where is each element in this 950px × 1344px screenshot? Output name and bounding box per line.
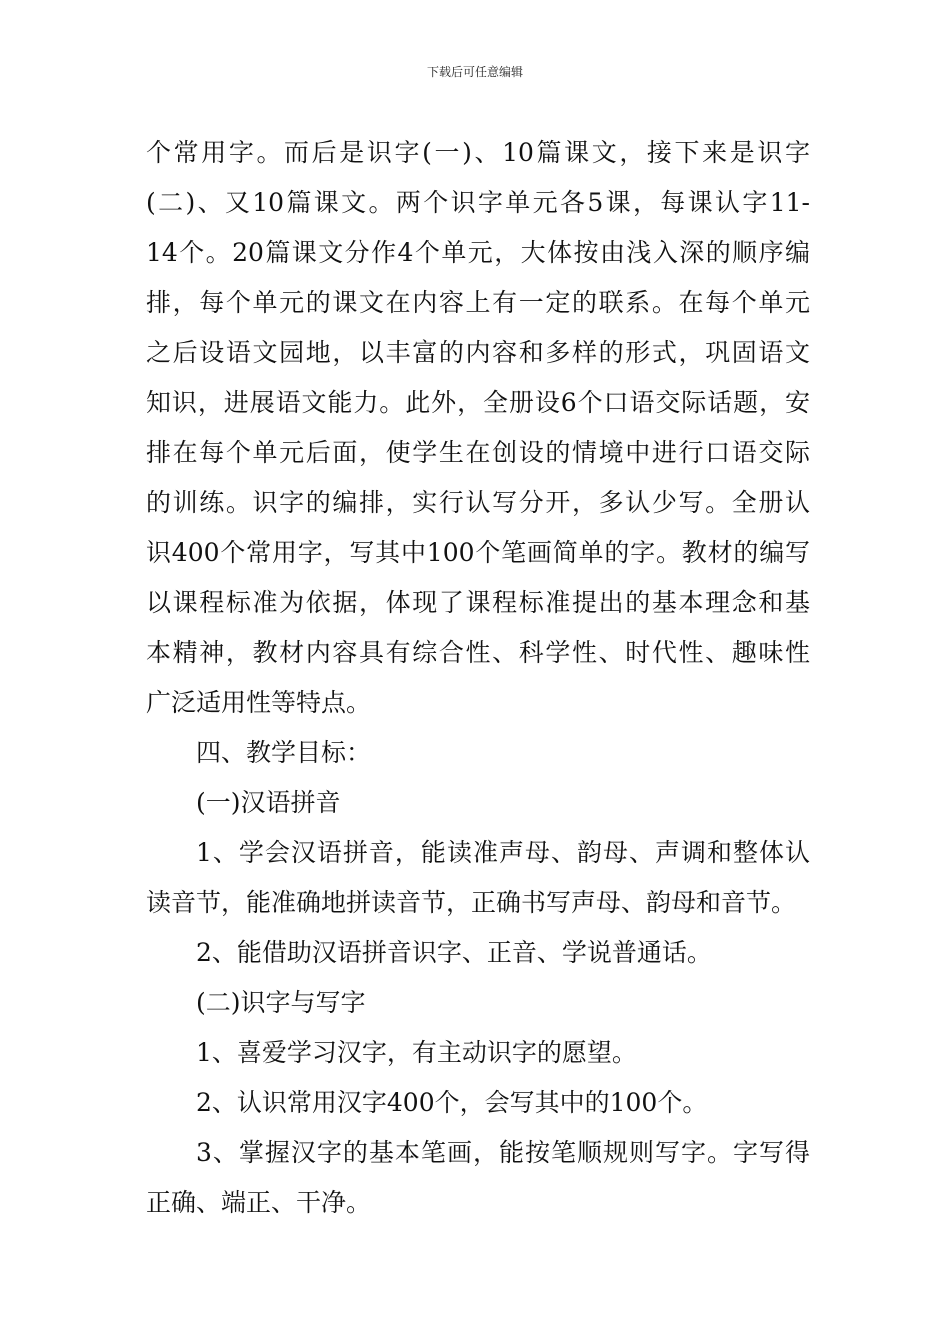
section-heading-teaching-goals: 四、教学目标： xyxy=(196,738,372,767)
text-line: 排在每个单元后面，使学生在创设的情境中进行口语交际 xyxy=(146,438,810,467)
list-item-pinyin-1-continued: 读音节，能准确地拼读音节，正确书写声母、韵母和音节。 xyxy=(146,888,797,917)
list-item-literacy-3: 3、掌握汉字的基本笔画，能按笔顺规则写字。字写得 xyxy=(196,1138,810,1167)
list-item-pinyin-2: 2、能借助汉语拼音识字、正音、学说普通话。 xyxy=(196,938,712,967)
list-item-literacy-1: 1、喜爱学习汉字，有主动识字的愿望。 xyxy=(196,1038,637,1067)
text-line: 个常用字。而后是识字(一)、10篇课文，接下来是识字 xyxy=(146,138,810,167)
text-line: 之后设语文园地，以丰富的内容和多样的形式，巩固语文 xyxy=(146,338,810,367)
text-line: 识400个常用字，写其中100个笔画简单的字。教材的编写 xyxy=(146,538,810,567)
text-line: 以课程标准为依据，体现了课程标准提出的基本理念和基 xyxy=(146,588,810,617)
text-line: 本精神，教材内容具有综合性、科学性、时代性、趣味性 xyxy=(146,638,810,667)
text-line: 的训练。识字的编排，实行认写分开，多认少写。全册认 xyxy=(146,488,810,517)
page-header: 下载后可任意编辑 xyxy=(426,65,523,79)
list-item-literacy-2: 2、认识常用汉字400个，会写其中的100个。 xyxy=(196,1088,708,1117)
list-item-literacy-3-continued: 正确、端正、干净。 xyxy=(146,1188,372,1217)
subsection-heading-pinyin: (一)汉语拼音 xyxy=(196,788,341,817)
text-line: 广泛适用性等特点。 xyxy=(146,688,372,717)
text-line: 排，每个单元的课文在内容上有一定的联系。在每个单元 xyxy=(146,288,810,317)
text-line: 知识，进展语文能力。此外，全册设6个口语交际话题，安 xyxy=(146,388,810,417)
subsection-heading-literacy: (二)识字与写字 xyxy=(196,988,366,1017)
list-item-pinyin-1: 1、学会汉语拼音，能读准声母、韵母、声调和整体认 xyxy=(196,838,810,867)
text-line: (二)、又10篇课文。两个识字单元各5课，每课认字11- xyxy=(146,188,810,217)
text-line: 14个。20篇课文分作4个单元，大体按由浅入深的顺序编 xyxy=(146,238,810,267)
paragraph-textbook-overview xyxy=(146,128,810,728)
document-body xyxy=(146,128,810,1228)
